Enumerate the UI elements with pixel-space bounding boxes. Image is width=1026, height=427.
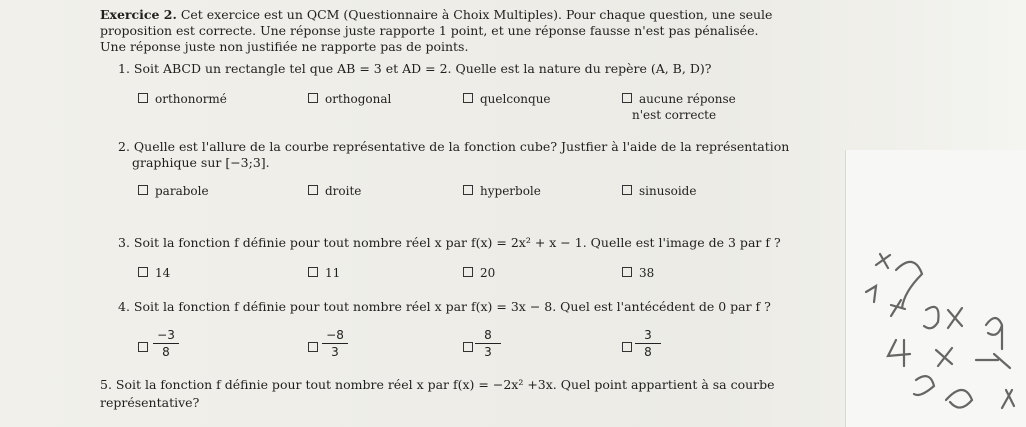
- checkbox[interactable]: [622, 267, 632, 277]
- q4-option-b-checkbox[interactable]: [308, 342, 318, 352]
- q2-option-b[interactable]: droite: [308, 184, 361, 198]
- question-2-line2: graphique sur [−3;3].: [132, 155, 270, 170]
- q3-option-a[interactable]: 14: [138, 266, 170, 280]
- q3-option-b[interactable]: 11: [308, 266, 340, 280]
- q1-option-a[interactable]: orthonormé: [138, 92, 227, 106]
- checkbox[interactable]: [622, 93, 632, 103]
- q1-option-d[interactable]: aucune réponse: [622, 92, 736, 106]
- question-2-line1: 2. Quelle est l'allure de la courbe représentative de la fonction cube? Justfier à l'aide de la représentation: [118, 139, 790, 154]
- checkbox[interactable]: [622, 185, 632, 195]
- q2-option-d[interactable]: sinusoide: [622, 184, 696, 198]
- checkbox[interactable]: [308, 93, 318, 103]
- checkbox[interactable]: [463, 185, 473, 195]
- q2-option-c[interactable]: hyperbole: [463, 184, 541, 198]
- q1-option-b[interactable]: orthogonal: [308, 92, 391, 106]
- q4-option-d-checkbox[interactable]: [622, 342, 632, 352]
- checkbox[interactable]: [138, 93, 148, 103]
- handwritten-sketch: [856, 230, 1026, 427]
- q4-option-a: $\frac{-3}{8}$: [153, 328, 179, 359]
- q4-option-d: $\frac{3}{8}$: [635, 328, 661, 359]
- q1-option-c[interactable]: quelconque: [463, 92, 551, 106]
- q1-option-d-line2: n'est correcte: [632, 108, 717, 122]
- checkbox[interactable]: [138, 267, 148, 277]
- q4-option-b: $\frac{-8}{3}$: [322, 328, 348, 359]
- question-5-line2: représentative?: [100, 395, 200, 410]
- q3-option-c[interactable]: 20: [463, 266, 495, 280]
- question-4-text: 4. Soit la fonction f définie pour tout nombre réel x par f(x) = 3x − 8. Quel est l'antécédent de 0 par f ?: [118, 299, 771, 314]
- checkbox[interactable]: [308, 185, 318, 195]
- checkbox[interactable]: [463, 93, 473, 103]
- checkbox[interactable]: [463, 267, 473, 277]
- exercise-intro-line1: Exercice 2. Cet exercice est un QCM (Questionnaire à Choix Multiples). Pour chaque question, une seule: [100, 7, 773, 22]
- question-1-text: 1. Soit ABCD un rectangle tel que AB = 3 et AD = 2. Quelle est la nature du repère (A, B, D)?: [118, 61, 712, 76]
- q3-option-d[interactable]: 38: [622, 266, 654, 280]
- question-3-text: 3. Soit la fonction f définie pour tout nombre réel x par f(x) = 2x² + x − 1. Quelle est l'image de 3 par f ?: [118, 235, 781, 250]
- question-5-line1: 5. Soit la fonction f définie pour tout nombre réel x par f(x) = −2x² +3x. Quel point appartient à sa courbe: [100, 377, 775, 392]
- q4-option-a-checkbox[interactable]: [138, 342, 148, 352]
- checkbox[interactable]: [308, 267, 318, 277]
- exercise-title: Exercice 2.: [100, 7, 177, 22]
- q4-option-c: $\frac{8}{3}$: [475, 328, 501, 359]
- exercise-intro-line3: Une réponse juste non justifiée ne rapporte pas de points.: [100, 39, 469, 54]
- exercise-intro-line2: proposition est correcte. Une réponse juste rapporte 1 point, et une réponse fausse n'est pas pénalisée.: [100, 23, 759, 38]
- q4-option-c-checkbox[interactable]: [463, 342, 473, 352]
- q2-option-a[interactable]: parabole: [138, 184, 209, 198]
- checkbox[interactable]: [138, 185, 148, 195]
